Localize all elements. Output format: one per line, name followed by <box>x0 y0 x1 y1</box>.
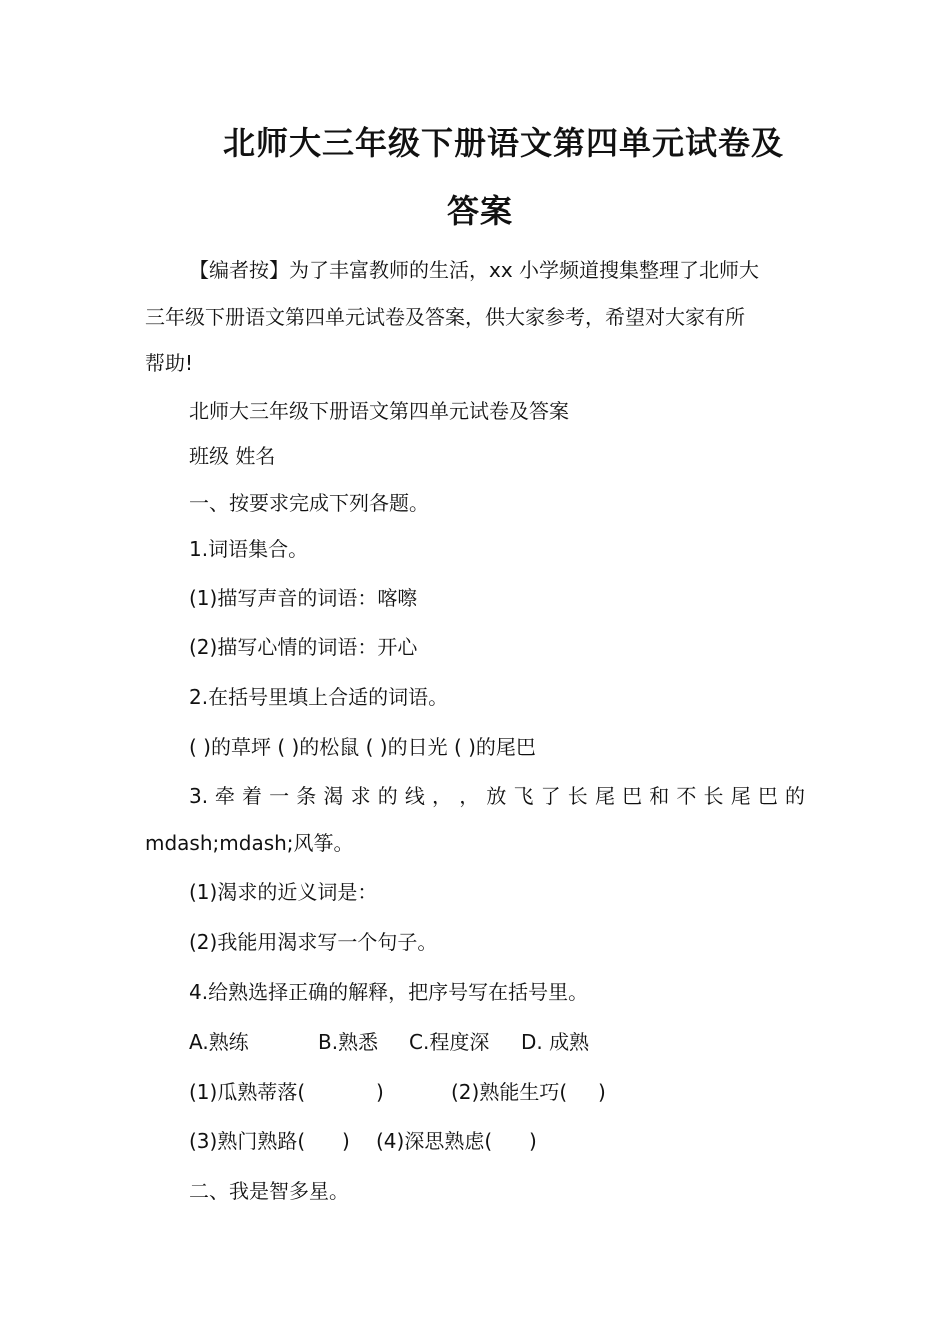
question-continued: mdash;mdash;风筝。 <box>145 831 354 855</box>
question-item: (2)描写心情的词语：开心 <box>189 635 418 659</box>
question-item: (1)渴求的近义词是： <box>189 880 378 904</box>
question-item: ( )的草坪 ( )的松鼠 ( )的日光 ( )的尾巴 <box>189 735 536 759</box>
answer-item-label: (1)瓜熟蒂落( <box>189 1080 306 1104</box>
answer-item-close: ) <box>529 1129 537 1153</box>
answer-item-close: ) <box>598 1080 606 1104</box>
option-d: D. 成熟 <box>521 1030 590 1054</box>
section-heading: 二、我是智多星。 <box>189 1179 349 1203</box>
question: 4.给熟选择正确的解释，把序号写在括号里。 <box>189 980 589 1004</box>
subtitle: 北师大三年级下册语文第四单元试卷及答案 <box>189 399 569 423</box>
answer-item-label: (4)深思熟虑( <box>376 1129 493 1153</box>
answer-item-close: ) <box>342 1129 350 1153</box>
answer-item-close: ) <box>376 1080 384 1104</box>
question: 1.词语集合。 <box>189 537 309 561</box>
question: 2.在括号里填上合适的词语。 <box>189 685 449 709</box>
editor-note-line: 【编者按】为了丰富教师的生活，xx 小学频道搜集整理了北师大 <box>189 258 760 282</box>
editor-note-line: 三年级下册语文第四单元试卷及答案，供大家参考，希望对大家有所 <box>145 305 745 329</box>
page-title: 北师大三年级下册语文第四单元试卷及 <box>223 124 785 162</box>
editor-note-line: 帮助! <box>145 351 194 375</box>
option-c: C.程度深 <box>409 1030 490 1054</box>
question-item: (1)描写声音的词语：喀嚓 <box>189 586 418 610</box>
option-a: A.熟练 <box>189 1030 249 1054</box>
answer-item-label: (2)熟能生巧( <box>451 1080 568 1104</box>
question: 3. 牵 着 一 条 渴 求 的 线 ， ， 放 飞 了 长 尾 巴 和 不 长 尾 巴 的 <box>189 784 805 808</box>
section-heading: 一、按要求完成下列各题。 <box>189 491 429 515</box>
class-name-line: 班级 姓名 <box>189 444 276 468</box>
page-title-continued: 答案 <box>446 192 513 230</box>
question-item: (2)我能用渴求写一个句子。 <box>189 930 438 954</box>
answer-item-label: (3)熟门熟路( <box>189 1129 306 1153</box>
option-b: B.熟悉 <box>318 1030 379 1054</box>
